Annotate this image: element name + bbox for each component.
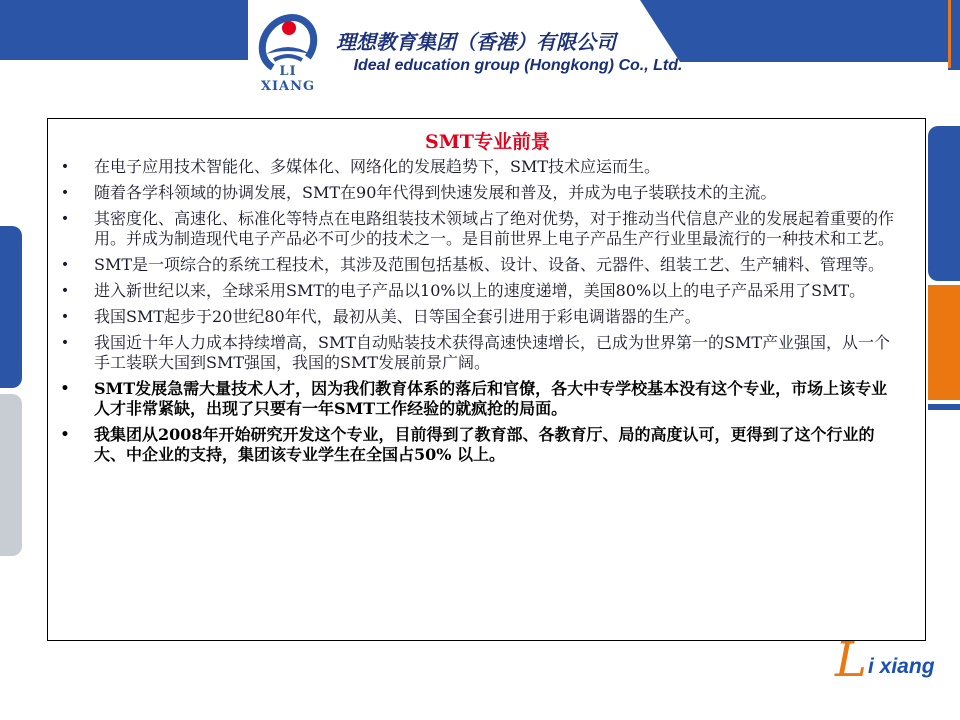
bullet-text: 随着各学科领域的协调发展，SMT在90年代得到快速发展和普及，并成为电子装联技术的主流。 <box>94 183 777 202</box>
bullet-dot-icon: • <box>60 211 70 227</box>
header-band-right <box>640 0 960 62</box>
bullet-dot-icon: • <box>60 159 70 175</box>
bullet-text: 在电子应用技术智能化、多媒体化、网络化的发展趋势下，SMT技术应运而生。 <box>94 157 661 176</box>
bullet-item <box>48 209 918 249</box>
bullet-text: 我集团从2008年开始研究开发这个专业，目前得到了教育部、各教育厅、局的高度认可，更得到了这个行业的大、中企业的支持，集团该专业学生在全国占50% 以上。 <box>94 425 875 464</box>
bullet-dot-icon: • <box>60 257 70 273</box>
bullet-text: 进入新世纪以来，全球采用SMT的电子产品以10%以上的速度递增，美国80%以上的电子产品采用了SMT。 <box>94 281 866 300</box>
bullet-item <box>48 281 918 301</box>
bullet-text: 我国SMT起步于20世纪80年代，最初从美、日等国全套引进用于彩电调谐器的生产。 <box>94 307 701 326</box>
left-decor-bar-blue <box>0 226 22 388</box>
bullet-item <box>48 183 918 203</box>
bullet-dot-icon: • <box>60 335 70 351</box>
bullet-dot-icon: • <box>60 283 70 299</box>
bullet-item <box>48 333 918 373</box>
bullet-text: SMT是一项综合的系统工程技术，其涉及范围包括基板、设计、设备、元器件、组装工艺、生产辅料、管理等。 <box>94 255 885 274</box>
right-decor-bar-strip <box>928 404 960 410</box>
brand-initial: L <box>835 632 867 688</box>
content-box <box>47 118 926 641</box>
left-decor-bar-gray <box>0 394 22 556</box>
header-band-left <box>0 0 248 60</box>
bullet-dot-icon: • <box>60 427 70 443</box>
right-decor-bar-orange <box>928 285 960 400</box>
bullet-dot-icon: • <box>60 381 70 397</box>
header-accent-line <box>948 0 951 68</box>
right-decor-bar-blue <box>928 126 960 281</box>
bullet-list <box>48 157 918 471</box>
bullet-text: 我国近十年人力成本持续增高，SMT自动贴装技术获得高速快速增长，已成为世界第一的SMT产业强国，从一个手工装联大国到SMT强国，我国的SMT发展前景广阔。 <box>94 333 891 372</box>
bullet-item-emphasis <box>48 425 918 465</box>
slide-title: SMT专业前景 <box>425 131 550 153</box>
bullet-item-emphasis <box>48 379 918 419</box>
brand-name: i xiang <box>868 655 935 678</box>
bullet-item <box>48 255 918 275</box>
company-name-cn: 理想教育集团（香港）有限公司 <box>336 30 616 54</box>
company-name-en: Ideal education group (Hongkong) Co., Ltd. <box>353 57 683 74</box>
logo-text: LI XIANG <box>260 64 316 94</box>
bullet-dot-icon: • <box>60 309 70 325</box>
bullet-dot-icon: • <box>60 185 70 201</box>
bullet-text: 其密度化、高速化、标准化等特点在电路组装技术领域占了绝对优势，对于推动当代信息产业的发展起着重要的作用。并成为制造现代电子产品必不可少的技术之一。是目前世界上电子产品生产行业里最流行的一种技术和工艺。 <box>94 209 895 248</box>
bullet-item <box>48 157 918 177</box>
bullet-text: SMT发展急需大量技术人才，因为我们教育体系的落后和官僚，各大中专学校基本没有这个专业，市场上该专业人才非常紧缺，出现了只要有一年SMT工作经验的就疯抢的局面。 <box>94 379 888 418</box>
bullet-item <box>48 307 918 327</box>
